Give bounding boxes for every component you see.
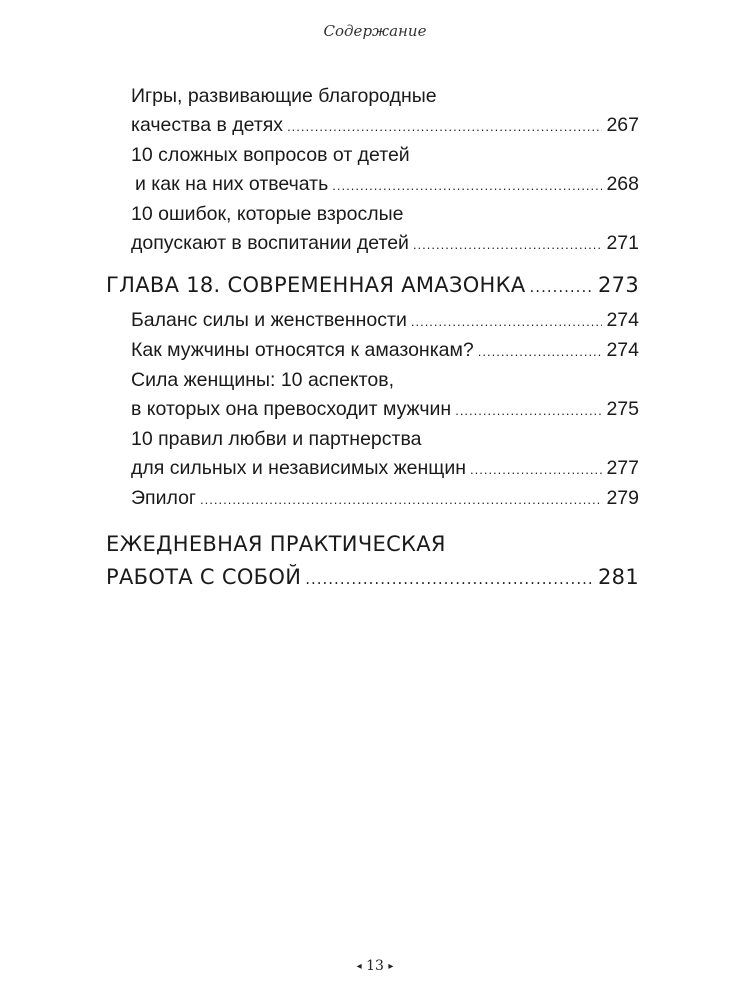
toc-entry-title-line1: 10 правил любви и партнерства bbox=[131, 428, 422, 450]
toc-page-number: 277 bbox=[606, 457, 639, 479]
toc-entry-love-rules[interactable] bbox=[131, 425, 639, 484]
dot-leader bbox=[455, 396, 602, 425]
toc-page-number: 274 bbox=[606, 339, 639, 361]
toc-page-number: 271 bbox=[606, 232, 639, 254]
toc-page-number: 267 bbox=[606, 114, 639, 136]
toc-page-number: 281 bbox=[598, 565, 639, 589]
dot-leader bbox=[411, 307, 603, 336]
toc-entry-title-line1: Сила женщины: 10 аспектов, bbox=[131, 369, 395, 391]
toc-chapter-daily-practice[interactable] bbox=[106, 528, 639, 596]
toc-entry-title-line2: допускают в воспитании детей bbox=[131, 232, 409, 254]
running-head: Содержание bbox=[323, 22, 427, 40]
toc-entry-title-line2: в которых она превосходит мужчин bbox=[131, 398, 452, 420]
dot-leader bbox=[470, 455, 602, 484]
toc-entry-woman-strength[interactable] bbox=[131, 366, 639, 425]
ornament-left-icon: ◂ bbox=[356, 961, 362, 972]
toc-entry-title: Эпилог bbox=[131, 487, 197, 509]
toc-entry-title-line1: 10 сложных вопросов от детей bbox=[131, 144, 410, 166]
toc-page-number: 273 bbox=[598, 273, 639, 297]
dot-leader bbox=[478, 337, 603, 366]
dot-leader bbox=[287, 112, 602, 141]
dot-leader bbox=[530, 271, 594, 304]
toc-entry-title-line2: для сильных и независимых женщин bbox=[131, 457, 466, 479]
toc-page-number: 268 bbox=[606, 173, 639, 195]
toc-entry-mistakes[interactable] bbox=[131, 200, 639, 259]
dot-leader bbox=[413, 230, 603, 259]
ornament-right-icon: ▸ bbox=[388, 961, 394, 972]
chapter-title-line2: РАБОТА С СОБОЙ bbox=[106, 565, 302, 589]
toc-entry-epilogue[interactable] bbox=[131, 484, 639, 514]
toc-page-number: 274 bbox=[606, 309, 639, 331]
toc-entry-balance[interactable] bbox=[131, 306, 639, 336]
page-number: 13 bbox=[366, 958, 384, 974]
dot-leader bbox=[305, 563, 594, 596]
dot-leader bbox=[200, 485, 602, 514]
toc-entry-title: Как мужчины относятся к амазонкам? bbox=[131, 339, 474, 361]
table-of-contents bbox=[106, 82, 639, 596]
toc-page-number: 279 bbox=[606, 487, 639, 509]
toc-entry-title-line1: Игры, развивающие благородные bbox=[131, 85, 437, 107]
toc-entry-men-attitude[interactable] bbox=[131, 336, 639, 366]
toc-entry-title-line2: качества в детях bbox=[131, 114, 284, 136]
chapter-title-line1: ЕЖЕДНЕВНАЯ ПРАКТИЧЕСКАЯ bbox=[106, 532, 446, 556]
toc-page-number: 275 bbox=[606, 398, 639, 420]
toc-chapter-18[interactable] bbox=[106, 269, 639, 304]
toc-entry-title-line1: 10 ошибок, которые взрослые bbox=[131, 203, 404, 225]
toc-entry-title: Баланс силы и женственности bbox=[131, 309, 407, 331]
toc-entry-title-line2: и как на них отвечать bbox=[135, 173, 329, 195]
page-folio bbox=[0, 958, 750, 974]
chapter-title: ГЛАВА 18. СОВРЕМЕННАЯ АМАЗОНКА bbox=[106, 273, 526, 297]
toc-entry-questions[interactable] bbox=[131, 141, 639, 200]
toc-entry-games[interactable] bbox=[131, 82, 639, 141]
dot-leader bbox=[332, 171, 602, 200]
